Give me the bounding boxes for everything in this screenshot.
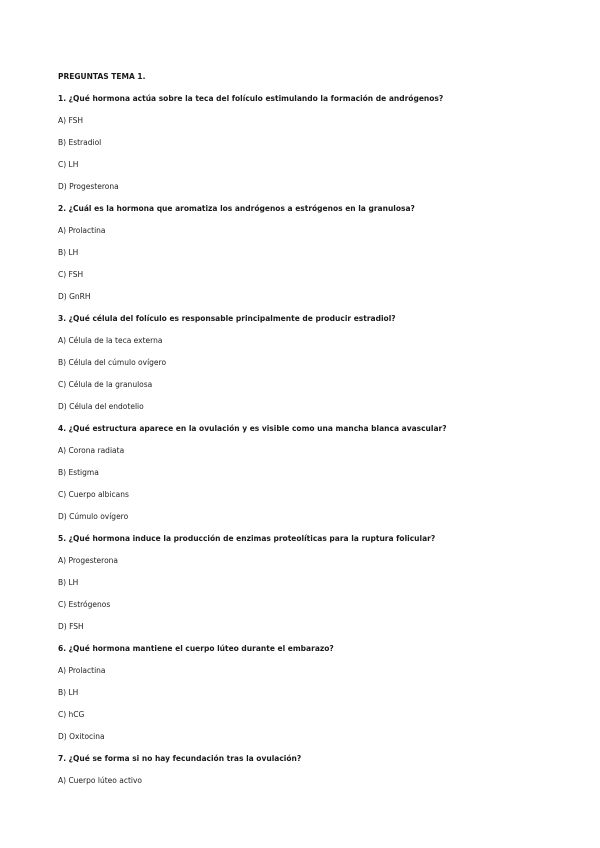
answer-option: C) Cuerpo albicans bbox=[58, 490, 129, 499]
answer-option: B) LH bbox=[58, 688, 79, 697]
question-text: 4. ¿Qué estructura aparece en la ovulación y es visible como una mancha blanca avascular? bbox=[58, 424, 447, 433]
answer-option: C) Estrógenos bbox=[58, 600, 111, 609]
question-text: 3. ¿Qué célula del folículo es responsable principalmente de producir estradiol? bbox=[58, 314, 396, 323]
question-block bbox=[58, 92, 558, 194]
document-content bbox=[58, 70, 558, 796]
answer-option: D) Cúmulo ovígero bbox=[58, 512, 129, 521]
answer-option: C) hCG bbox=[58, 710, 85, 719]
answer-option: D) FSH bbox=[58, 622, 84, 631]
answer-option: A) Cuerpo lúteo activo bbox=[58, 776, 142, 785]
answer-option: A) Célula de la teca externa bbox=[58, 336, 163, 345]
question-block bbox=[58, 202, 558, 304]
question-block bbox=[58, 642, 558, 744]
question-text: 6. ¿Qué hormona mantiene el cuerpo lúteo durante el embarazo? bbox=[58, 644, 334, 653]
answer-option: A) FSH bbox=[58, 116, 84, 125]
answer-option: C) Célula de la granulosa bbox=[58, 380, 153, 389]
answer-option: D) Oxitocina bbox=[58, 732, 105, 741]
question-block bbox=[58, 752, 558, 788]
answer-option: B) Estigma bbox=[58, 468, 99, 477]
page-title: PREGUNTAS TEMA 1. bbox=[58, 72, 146, 81]
answer-option: D) Célula del endotelio bbox=[58, 402, 144, 411]
question-block bbox=[58, 312, 558, 414]
answer-option: B) LH bbox=[58, 248, 79, 257]
question-block bbox=[58, 532, 558, 634]
answer-option: C) LH bbox=[58, 160, 79, 169]
answer-option: A) Prolactina bbox=[58, 666, 106, 675]
answer-option: D) Progesterona bbox=[58, 182, 119, 191]
question-text: 1. ¿Qué hormona actúa sobre la teca del folículo estimulando la formación de andrógenos? bbox=[58, 94, 444, 103]
answer-option: A) Progesterona bbox=[58, 556, 119, 565]
question-text: 2. ¿Cuál es la hormona que aromatiza los andrógenos a estrógenos en la granulosa? bbox=[58, 204, 415, 213]
answer-option: A) Corona radiata bbox=[58, 446, 125, 455]
answer-option: A) Prolactina bbox=[58, 226, 106, 235]
answer-option: B) Célula del cúmulo ovígero bbox=[58, 358, 167, 367]
question-text: 7. ¿Qué se forma si no hay fecundación tras la ovulación? bbox=[58, 754, 302, 763]
answer-option: C) FSH bbox=[58, 270, 84, 279]
answer-option: B) LH bbox=[58, 578, 79, 587]
answer-option: D) GnRH bbox=[58, 292, 91, 301]
question-text: 5. ¿Qué hormona induce la producción de enzimas proteolíticas para la ruptura folicular? bbox=[58, 534, 436, 543]
question-block bbox=[58, 422, 558, 524]
answer-option: B) Estradiol bbox=[58, 138, 102, 147]
